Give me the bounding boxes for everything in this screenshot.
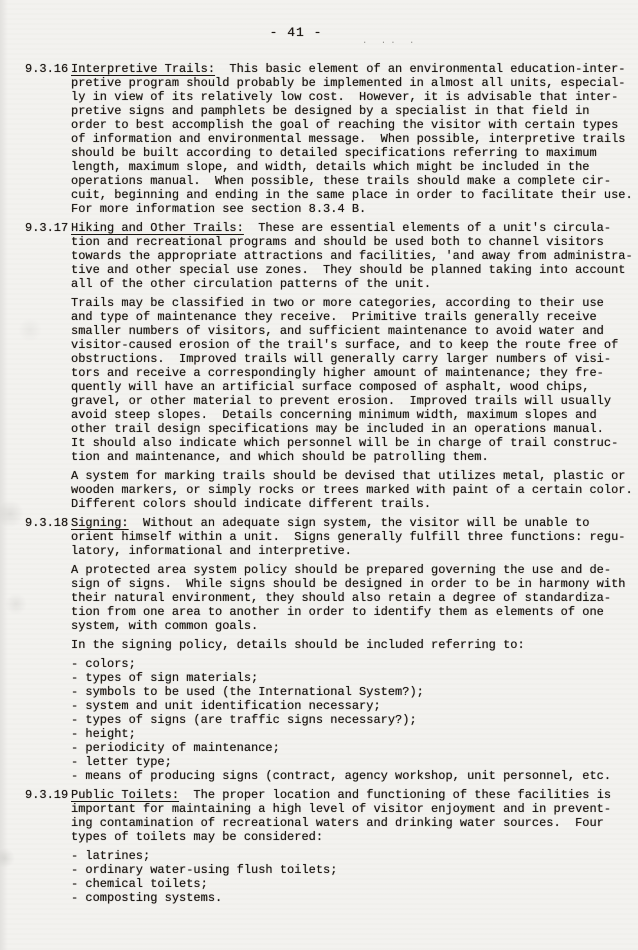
list-item: - types of sign materials; xyxy=(71,671,259,685)
text-line: A protected area system policy should be prepared governing the use and de- xyxy=(71,563,612,577)
text-line xyxy=(71,788,638,802)
text-line: of information and environmental message. When possible, interpretive trails xyxy=(71,132,626,146)
section-9.3.16 xyxy=(0,62,638,216)
text-line: tors and receive a correspondingly higher amount of maintenance; they fre- xyxy=(71,366,604,380)
section-heading: Public Toilets: xyxy=(71,788,180,802)
list-item: - means of producing signs (contract, agency workshop, unit personnel, etc. xyxy=(71,769,612,783)
text-line: pretive program should probably be implemented in almost all units, especial- xyxy=(71,76,626,90)
text-line: visitor-caused erosion of the trail's surface, and to keep the route free of xyxy=(71,338,619,352)
list-item: - letter type; xyxy=(71,755,172,769)
section-body xyxy=(71,516,638,783)
text-line: order to best accomplish the goal of reaching the visitor with certain types xyxy=(71,118,619,132)
text-line: all of the other circulation patterns of the unit. xyxy=(71,277,432,291)
paragraph xyxy=(71,62,638,216)
text-line: ing contamination of recreational waters and drinking water sources. Four xyxy=(71,816,604,830)
text-line: orient himself within a unit. Signs generally fulfill three functions: regu- xyxy=(71,530,626,544)
section-heading: Signing: xyxy=(71,516,129,530)
text-line: Different colors should indicate different trails. xyxy=(71,497,432,511)
list-item: - ordinary water-using flush toilets; xyxy=(71,863,338,877)
text-line xyxy=(71,221,638,235)
text-line: obstructions. Improved trails will generally carry larger numbers of visi- xyxy=(71,352,612,366)
text-line: important for maintaining a high level of visitor enjoyment and in prevent- xyxy=(71,802,612,816)
text-line: system, with common goals. xyxy=(71,619,259,633)
page-number: - 41 - xyxy=(269,25,323,40)
text-line: latory, informational and interpretive. xyxy=(71,544,352,558)
list-item: - periodicity of maintenance; xyxy=(71,741,280,755)
section-number: 9.3.18 xyxy=(25,516,69,530)
paragraph xyxy=(71,788,638,844)
bullet-list xyxy=(71,849,638,905)
list-item: - types of signs (are traffic signs necessary?); xyxy=(71,713,417,727)
text-line: A system for marking trails should be devised that utilizes metal, plastic or xyxy=(71,469,626,483)
text-line: pretive signs and pamphlets be designed by a specialist in that field in xyxy=(71,104,590,118)
text-line: It should also indicate which personnel will be in charge of trail construc- xyxy=(71,436,619,450)
text-line: tion and recreational programs and should be used both to channel visitors xyxy=(71,235,604,249)
section-number: 9.3.17 xyxy=(25,221,69,235)
paragraph xyxy=(71,516,638,558)
heading-line-rest: Without an adequate sign system, the visitor will be unable to xyxy=(128,516,590,530)
text-line: In the signing policy, details should be included referring to: xyxy=(71,638,525,652)
text-line: tion and maintenance, and which should be patrolling them. xyxy=(71,450,489,464)
list-item: - chemical toilets; xyxy=(71,877,208,891)
text-line: towards the appropriate attractions and facilities, 'and away from administra- xyxy=(71,249,633,263)
text-line xyxy=(71,62,638,76)
text-line: length, maximum slope, and width, details which might be included in the xyxy=(71,160,590,174)
text-line: cuit, beginning and ending in the same place in order to facilitate their use. xyxy=(71,188,633,202)
section-body xyxy=(71,62,638,216)
document-content xyxy=(0,62,638,905)
text-line: Trails may be classified in two or more categories, according to their use xyxy=(71,296,604,310)
heading-line-rest: This basic element of an environmental education-inter- xyxy=(215,62,626,76)
paragraph xyxy=(71,563,638,633)
text-line: operations manual. When possible, these trails should make a complete cir- xyxy=(71,174,612,188)
section-number: 9.3.19 xyxy=(25,788,69,802)
section-body xyxy=(71,221,638,511)
text-line: types of toilets may be considered: xyxy=(71,830,324,844)
paragraph xyxy=(71,221,638,291)
text-line: ly in view of its relatively low cost. However, it is advisable that inter- xyxy=(71,90,619,104)
paragraph xyxy=(71,296,638,464)
list-item: - symbols to be used (the International System?); xyxy=(71,685,424,699)
text-line: sign of signs. While signs should be designed in order to be in harmony with xyxy=(71,577,626,591)
heading-line-rest: These are essential elements of a unit's circula- xyxy=(243,221,612,235)
section-body xyxy=(71,788,638,905)
section-heading: Interpretive Trails: xyxy=(71,62,216,76)
text-line: tive and other special use zones. They should be planned taking into account xyxy=(71,263,626,277)
text-line: smaller numbers of visitors, and sufficient maintenance to avoid water and xyxy=(71,324,604,338)
list-item: - colors; xyxy=(71,657,136,671)
heading-line-rest: The proper location and functioning of these facilities is xyxy=(179,788,612,802)
list-item: - latrines; xyxy=(71,849,151,863)
text-line: other trail design specifications may be included in an operations manual. xyxy=(71,422,604,436)
text-line: avoid steep slopes. Details concerning minimum width, maximum slopes and xyxy=(71,408,597,422)
list-item: - system and unit identification necessary; xyxy=(71,699,381,713)
text-line: should be built according to detailed specifications referring to maximum xyxy=(71,146,597,160)
text-line: quently will have an artificial surface composed of asphalt, wood chips, xyxy=(71,380,590,394)
list-item: - composting systems. xyxy=(71,891,223,905)
text-line: wooden markers, or simply rocks or trees marked with paint of a certain color. xyxy=(71,483,633,497)
paragraph xyxy=(71,638,638,652)
scan-artifact-dots: · ·· · xyxy=(362,38,419,48)
text-line: tion from one area to another in order to identify them as elements of one xyxy=(71,605,604,619)
section-9.3.18 xyxy=(0,516,638,783)
paragraph xyxy=(71,469,638,511)
bullet-list xyxy=(71,657,638,783)
section-number: 9.3.16 xyxy=(25,62,69,76)
text-line: and type of maintenance they receive. Primitive trails generally receive xyxy=(71,310,597,324)
text-line xyxy=(71,516,638,530)
text-line: their natural environment, they should also retain a degree of standardiza- xyxy=(71,591,612,605)
section-9.3.17 xyxy=(0,221,638,511)
text-line: gravel, or other material to prevent erosion. Improved trails will usually xyxy=(71,394,612,408)
text-line: For more information see section 8.3.4 B. xyxy=(71,202,367,216)
section-9.3.19 xyxy=(0,788,638,905)
list-item: - height; xyxy=(71,727,136,741)
section-heading: Hiking and Other Trails: xyxy=(71,221,244,235)
